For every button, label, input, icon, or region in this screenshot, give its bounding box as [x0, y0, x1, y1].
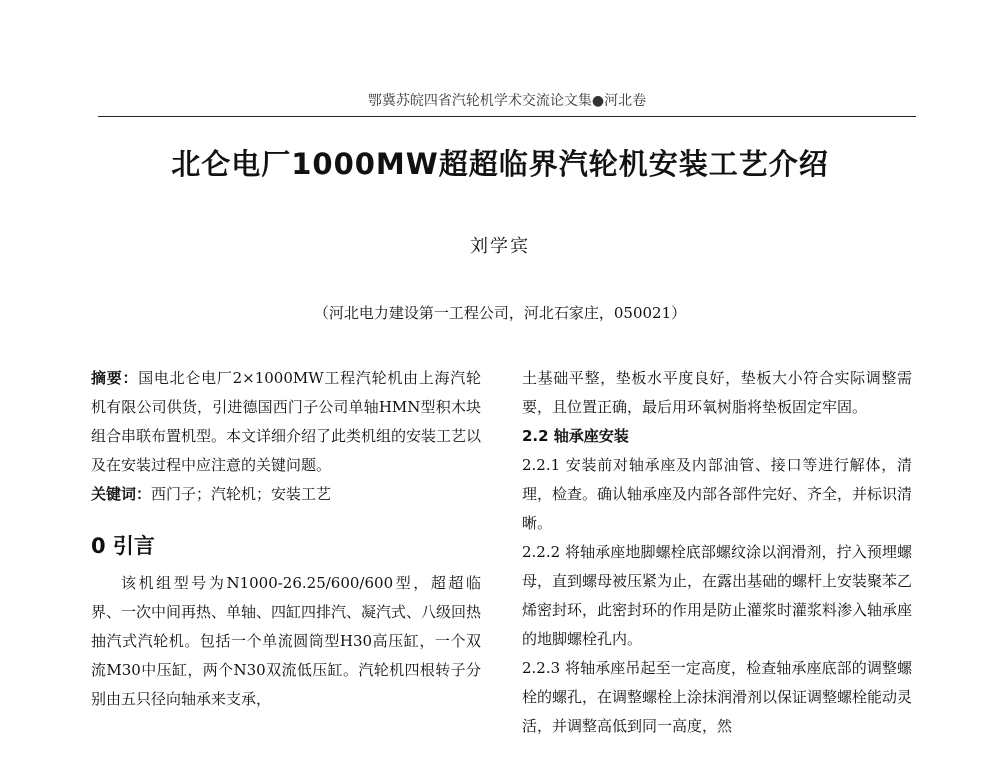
section-heading-intro: 0 引言 — [91, 534, 155, 558]
author-affiliation: （河北电力建设第一工程公司，河北石家庄，050021） — [313, 304, 687, 322]
keywords — [91, 480, 481, 509]
paper-title: 北仑电厂1000MW超超临界汽轮机安装工艺介绍 — [171, 147, 829, 181]
paragraph-2-2-1: 2.2.1 安装前对轴承座及内部油管、接口等进行解体，清理，检查。确认轴承座及内部各部件完好、齐全，并标识清晰。 — [522, 456, 913, 532]
keywords-text: 西门子；汽轮机；安装工艺 — [151, 485, 332, 503]
subsection-heading-2-2: 2.2 轴承座安装 — [522, 427, 629, 445]
abstract-label: 摘要： — [91, 369, 139, 387]
running-header: 鄂冀苏皖四省汽轮机学术交流论文集●河北卷 — [98, 90, 916, 117]
paragraph-2-2-3: 2.2.3 将轴承座吊起至一定高度，检查轴承座底部的调整螺栓的螺孔，在调整螺栓上涂抹润滑剂以保证调整螺栓能动灵活，并调整高低到同一高度，然 — [522, 659, 913, 735]
keywords-label: 关键词： — [91, 485, 152, 503]
left-column — [91, 364, 481, 714]
intro-paragraph: 该机组型号为N1000-26.25/600/600型，超超临界、一次中间再热、单轴、四缸四排汽、凝汽式、八级回热抽汽式汽轮机。包括一个单流圆筒型H30高压缸，一个双流M30中压缸，两个N30双流低压缸。汽轮机四根转子分别由五只径向轴承来支承， — [91, 574, 482, 708]
abstract-text: 国电北仑电厂2×1000MW工程汽轮机由上海汽轮机有限公司供货，引进德国西门子公司单轴HMN型积木块组合串联布置机型。本文详细介绍了此类机组的安装工艺以及在安装过程中应注意的关键问题。 — [91, 369, 482, 474]
author-name: 刘学宾 — [470, 236, 530, 257]
paragraph-2-2-2: 2.2.2 将轴承座地脚螺栓底部螺纹涂以润滑剂，拧入预埋螺母，直到螺母被压紧为止，在露出基础的螺杆上安装聚苯乙烯密封环，此密封环的作用是防止灌浆时灌浆料渗入轴承座的地脚螺栓孔内。 — [522, 543, 913, 648]
abstract — [91, 364, 481, 480]
paragraph-continuation: 土基础平整，垫板水平度良好，垫板大小符合实际调整需要，且位置正确，最后用环氧树脂将垫板固定牢固。 — [522, 369, 912, 416]
right-column — [522, 364, 912, 741]
